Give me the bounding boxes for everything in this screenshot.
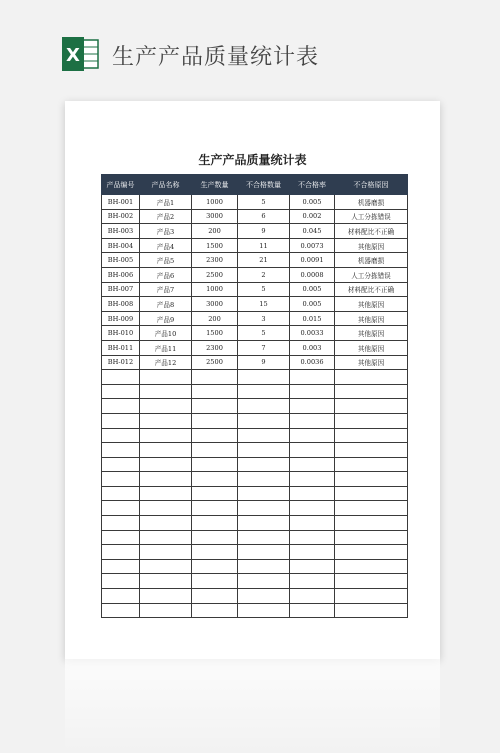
table-cell bbox=[238, 428, 290, 443]
empty-row bbox=[102, 399, 408, 414]
table-cell: 2300 bbox=[192, 253, 238, 268]
table-cell bbox=[102, 545, 140, 560]
table-cell bbox=[102, 457, 140, 472]
table-cell bbox=[140, 428, 192, 443]
table-cell bbox=[102, 472, 140, 487]
table-cell bbox=[140, 486, 192, 501]
table-cell: 其他原因 bbox=[335, 340, 408, 355]
table-cell bbox=[140, 501, 192, 516]
quality-table bbox=[101, 174, 408, 618]
table-cell: BH-008 bbox=[102, 297, 140, 312]
empty-row bbox=[102, 516, 408, 531]
table-cell: 3000 bbox=[192, 209, 238, 224]
table-cell bbox=[335, 559, 408, 574]
table-cell bbox=[192, 457, 238, 472]
table-cell: 0.015 bbox=[290, 311, 335, 326]
table-row bbox=[102, 355, 408, 370]
page-header bbox=[0, 0, 500, 100]
table-cell bbox=[335, 501, 408, 516]
table-cell bbox=[335, 516, 408, 531]
table-cell: 0.0073 bbox=[290, 238, 335, 253]
table-cell bbox=[335, 370, 408, 385]
empty-row bbox=[102, 384, 408, 399]
table-cell bbox=[102, 603, 140, 618]
table-cell bbox=[192, 428, 238, 443]
table-cell: 产品10 bbox=[140, 326, 192, 341]
table-cell: 2500 bbox=[192, 267, 238, 282]
table-cell: 其他原因 bbox=[335, 238, 408, 253]
table-cell: 其他原因 bbox=[335, 297, 408, 312]
table-cell bbox=[290, 603, 335, 618]
svg-text:X: X bbox=[66, 45, 80, 66]
column-header: 生产数量 bbox=[192, 175, 238, 195]
table-row bbox=[102, 326, 408, 341]
table-cell bbox=[102, 516, 140, 531]
table-cell: 产品8 bbox=[140, 297, 192, 312]
table-cell: 人工分拣错误 bbox=[335, 209, 408, 224]
table-cell: 1000 bbox=[192, 282, 238, 297]
table-cell bbox=[192, 516, 238, 531]
column-header: 不合格原因 bbox=[335, 175, 408, 195]
table-cell bbox=[140, 603, 192, 618]
table-cell: 其他原因 bbox=[335, 311, 408, 326]
column-header: 不合格数量 bbox=[238, 175, 290, 195]
table-cell: 9 bbox=[238, 355, 290, 370]
table-cell: 1500 bbox=[192, 326, 238, 341]
table-cell: 产品12 bbox=[140, 355, 192, 370]
table-cell bbox=[192, 545, 238, 560]
table-cell bbox=[102, 530, 140, 545]
empty-row bbox=[102, 545, 408, 560]
table-cell: 200 bbox=[192, 311, 238, 326]
empty-row bbox=[102, 589, 408, 604]
table-cell: 产品4 bbox=[140, 238, 192, 253]
table-cell: 2 bbox=[238, 267, 290, 282]
page-title: 生产产品质量统计表 bbox=[112, 45, 320, 70]
empty-row bbox=[102, 457, 408, 472]
table-cell: 7 bbox=[238, 340, 290, 355]
empty-row bbox=[102, 574, 408, 589]
table-cell bbox=[290, 384, 335, 399]
table-row bbox=[102, 253, 408, 268]
table-cell bbox=[290, 486, 335, 501]
table-cell bbox=[335, 589, 408, 604]
table-cell bbox=[290, 516, 335, 531]
table-cell: BH-011 bbox=[102, 340, 140, 355]
table-cell bbox=[238, 384, 290, 399]
table-cell bbox=[290, 472, 335, 487]
table-cell: 11 bbox=[238, 238, 290, 253]
table-body bbox=[102, 195, 408, 618]
table-cell: 3000 bbox=[192, 297, 238, 312]
table-cell: 0.002 bbox=[290, 209, 335, 224]
table-row bbox=[102, 282, 408, 297]
column-header: 产品编号 bbox=[102, 175, 140, 195]
table-cell bbox=[290, 545, 335, 560]
table-cell: 产品9 bbox=[140, 311, 192, 326]
table-cell: 0.003 bbox=[290, 340, 335, 355]
table-cell: BH-006 bbox=[102, 267, 140, 282]
table-cell bbox=[335, 530, 408, 545]
table-cell: 材料配比不正确 bbox=[335, 224, 408, 239]
table-cell bbox=[335, 545, 408, 560]
table-cell: 其他原因 bbox=[335, 326, 408, 341]
table-cell bbox=[140, 559, 192, 574]
table-cell bbox=[102, 589, 140, 604]
table-cell: BH-004 bbox=[102, 238, 140, 253]
table-cell bbox=[140, 443, 192, 458]
table-cell bbox=[238, 545, 290, 560]
table-row bbox=[102, 267, 408, 282]
table-cell bbox=[192, 559, 238, 574]
table-cell bbox=[238, 399, 290, 414]
sheet-reflection bbox=[65, 659, 440, 753]
table-cell bbox=[238, 589, 290, 604]
table-cell bbox=[238, 443, 290, 458]
table-row bbox=[102, 238, 408, 253]
table-cell: 0.0091 bbox=[290, 253, 335, 268]
table-cell: 人工分拣错误 bbox=[335, 267, 408, 282]
table-cell bbox=[102, 399, 140, 414]
table-cell bbox=[335, 399, 408, 414]
table-cell bbox=[192, 530, 238, 545]
table-cell bbox=[192, 501, 238, 516]
table-cell bbox=[290, 399, 335, 414]
empty-row bbox=[102, 472, 408, 487]
table-cell: 200 bbox=[192, 224, 238, 239]
table-cell bbox=[102, 559, 140, 574]
table-cell: 产品7 bbox=[140, 282, 192, 297]
table-cell bbox=[335, 472, 408, 487]
table-row bbox=[102, 209, 408, 224]
table-cell bbox=[102, 443, 140, 458]
empty-row bbox=[102, 501, 408, 516]
table-cell: 机器磨损 bbox=[335, 253, 408, 268]
empty-row bbox=[102, 443, 408, 458]
table-cell bbox=[102, 486, 140, 501]
table-cell bbox=[335, 428, 408, 443]
table-cell: 材料配比不正确 bbox=[335, 282, 408, 297]
table-cell bbox=[238, 559, 290, 574]
table-cell: 0.045 bbox=[290, 224, 335, 239]
column-header: 产品名称 bbox=[140, 175, 192, 195]
table-cell bbox=[192, 399, 238, 414]
table-row bbox=[102, 195, 408, 210]
empty-row bbox=[102, 413, 408, 428]
table-cell bbox=[192, 370, 238, 385]
table-cell bbox=[290, 443, 335, 458]
table-cell bbox=[102, 574, 140, 589]
table-cell bbox=[102, 370, 140, 385]
table-cell bbox=[238, 486, 290, 501]
table-row bbox=[102, 340, 408, 355]
table-cell bbox=[290, 428, 335, 443]
table-cell bbox=[335, 413, 408, 428]
table-cell bbox=[335, 574, 408, 589]
table-cell bbox=[102, 413, 140, 428]
column-header: 不合格率 bbox=[290, 175, 335, 195]
table-cell bbox=[238, 370, 290, 385]
table-cell: 2300 bbox=[192, 340, 238, 355]
table-cell bbox=[290, 589, 335, 604]
table-cell bbox=[140, 545, 192, 560]
table-cell: 产品1 bbox=[140, 195, 192, 210]
table-header-row bbox=[102, 175, 408, 195]
table-cell bbox=[140, 589, 192, 604]
table-cell bbox=[238, 501, 290, 516]
table-cell bbox=[102, 384, 140, 399]
table-cell bbox=[140, 413, 192, 428]
table-cell: 产品2 bbox=[140, 209, 192, 224]
table-cell: BH-005 bbox=[102, 253, 140, 268]
table-cell bbox=[102, 428, 140, 443]
table-cell: 机器磨损 bbox=[335, 195, 408, 210]
empty-row bbox=[102, 370, 408, 385]
table-cell bbox=[290, 413, 335, 428]
table-cell bbox=[192, 384, 238, 399]
table-cell bbox=[102, 501, 140, 516]
table-cell bbox=[238, 530, 290, 545]
table-cell bbox=[290, 574, 335, 589]
table-cell: 0.005 bbox=[290, 282, 335, 297]
table-cell: 5 bbox=[238, 326, 290, 341]
table-cell: 1000 bbox=[192, 195, 238, 210]
table-cell bbox=[335, 443, 408, 458]
table-cell bbox=[335, 384, 408, 399]
table-cell bbox=[192, 589, 238, 604]
table-cell bbox=[140, 574, 192, 589]
table-cell bbox=[238, 413, 290, 428]
table-cell bbox=[238, 516, 290, 531]
document-sheet bbox=[65, 101, 440, 659]
table-cell: 2500 bbox=[192, 355, 238, 370]
empty-row bbox=[102, 559, 408, 574]
table-cell: 5 bbox=[238, 282, 290, 297]
table-cell bbox=[140, 399, 192, 414]
table-cell bbox=[238, 603, 290, 618]
table-cell: 6 bbox=[238, 209, 290, 224]
table-cell: 其他原因 bbox=[335, 355, 408, 370]
table-cell: 9 bbox=[238, 224, 290, 239]
table-cell bbox=[290, 457, 335, 472]
table-cell: 产品5 bbox=[140, 253, 192, 268]
table-cell: BH-002 bbox=[102, 209, 140, 224]
table-cell: 0.0036 bbox=[290, 355, 335, 370]
table-cell: 产品3 bbox=[140, 224, 192, 239]
table-cell: BH-003 bbox=[102, 224, 140, 239]
table-cell: BH-001 bbox=[102, 195, 140, 210]
table-cell: 产品11 bbox=[140, 340, 192, 355]
table-cell: 5 bbox=[238, 195, 290, 210]
table-cell bbox=[140, 457, 192, 472]
table-cell bbox=[192, 574, 238, 589]
table-cell bbox=[140, 370, 192, 385]
table-cell bbox=[335, 457, 408, 472]
table-cell bbox=[290, 559, 335, 574]
table-cell: 产品6 bbox=[140, 267, 192, 282]
table-cell: BH-009 bbox=[102, 311, 140, 326]
table-cell: 0.0008 bbox=[290, 267, 335, 282]
table-cell: 0.005 bbox=[290, 195, 335, 210]
table-cell: 0.005 bbox=[290, 297, 335, 312]
table-cell bbox=[290, 370, 335, 385]
table-cell bbox=[140, 384, 192, 399]
table-cell bbox=[140, 530, 192, 545]
table-cell bbox=[192, 603, 238, 618]
table-cell bbox=[140, 472, 192, 487]
empty-row bbox=[102, 428, 408, 443]
table-cell bbox=[335, 486, 408, 501]
table-cell bbox=[290, 501, 335, 516]
table-cell bbox=[140, 516, 192, 531]
table-cell: 3 bbox=[238, 311, 290, 326]
table-cell bbox=[192, 443, 238, 458]
table-cell bbox=[335, 603, 408, 618]
table-row bbox=[102, 224, 408, 239]
empty-row bbox=[102, 486, 408, 501]
excel-icon bbox=[62, 37, 100, 71]
table-cell: BH-007 bbox=[102, 282, 140, 297]
table-cell bbox=[192, 472, 238, 487]
table-cell: 21 bbox=[238, 253, 290, 268]
empty-row bbox=[102, 603, 408, 618]
table-cell: 0.0033 bbox=[290, 326, 335, 341]
table-cell: 1500 bbox=[192, 238, 238, 253]
table-cell bbox=[238, 472, 290, 487]
table-cell bbox=[238, 457, 290, 472]
table-row bbox=[102, 311, 408, 326]
table-cell: 15 bbox=[238, 297, 290, 312]
document-title: 生产产品质量统计表 bbox=[198, 153, 307, 167]
table-row bbox=[102, 297, 408, 312]
empty-row bbox=[102, 530, 408, 545]
table-cell bbox=[192, 486, 238, 501]
table-cell: BH-010 bbox=[102, 326, 140, 341]
table-cell bbox=[238, 574, 290, 589]
table-cell bbox=[290, 530, 335, 545]
table-cell bbox=[192, 413, 238, 428]
table-cell: BH-012 bbox=[102, 355, 140, 370]
